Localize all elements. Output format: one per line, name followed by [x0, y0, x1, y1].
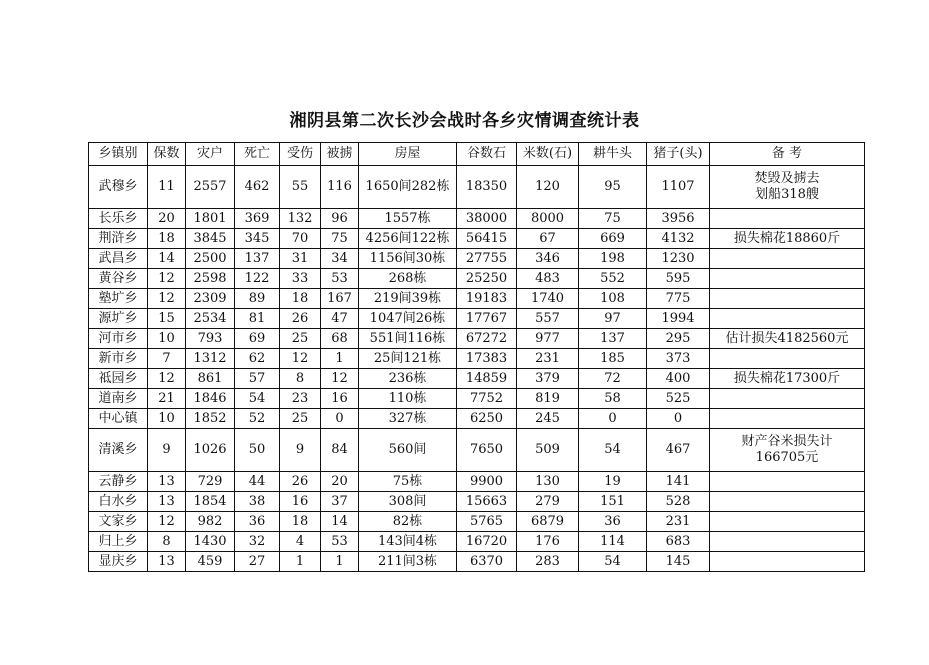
cell-rice: 176 [517, 532, 579, 552]
cell-rice: 8000 [517, 209, 579, 229]
cell-town: 云静乡 [89, 472, 148, 492]
cell-houses: 1557栋 [359, 209, 457, 229]
header-bao: 保数 [148, 143, 186, 166]
cell-cattle: 198 [579, 249, 647, 269]
cell-captured: 20 [321, 472, 359, 492]
cell-town: 显庆乡 [89, 552, 148, 572]
remarks-line-2: 划船318艘 [755, 187, 819, 202]
cell-cattle: 97 [579, 309, 647, 329]
cell-households: 2500 [186, 249, 235, 269]
cell-cattle: 36 [579, 512, 647, 532]
cell-houses: 1650间282栋 [359, 166, 457, 209]
cell-captured: 68 [321, 329, 359, 349]
cell-pigs: 3956 [647, 209, 710, 229]
cell-grain: 25250 [457, 269, 517, 289]
cell-captured: 96 [321, 209, 359, 229]
cell-injured: 70 [280, 229, 321, 249]
table-row [89, 269, 865, 289]
cell-pigs: 295 [647, 329, 710, 349]
cell-rice: 245 [517, 409, 579, 429]
cell-houses: 75栋 [359, 472, 457, 492]
cell-injured: 9 [280, 429, 321, 472]
cell-injured: 26 [280, 472, 321, 492]
cell-town: 河市乡 [89, 329, 148, 349]
cell-houses: 219间39栋 [359, 289, 457, 309]
table-row [89, 429, 865, 472]
cell-rice: 557 [517, 309, 579, 329]
cell-injured: 18 [280, 289, 321, 309]
cell-pigs: 141 [647, 472, 710, 492]
cell-pigs: 467 [647, 429, 710, 472]
table-row [89, 369, 865, 389]
cell-captured: 12 [321, 369, 359, 389]
cell-captured: 1 [321, 349, 359, 369]
cell-rice: 977 [517, 329, 579, 349]
cell-remarks [710, 532, 865, 552]
cell-town: 新市乡 [89, 349, 148, 369]
cell-town: 源圹乡 [89, 309, 148, 329]
cell-captured: 16 [321, 389, 359, 409]
cell-grain: 67272 [457, 329, 517, 349]
cell-injured: 23 [280, 389, 321, 409]
cell-rice: 1740 [517, 289, 579, 309]
cell-injured: 25 [280, 409, 321, 429]
cell-remarks: 损失棉花18860斤 [710, 229, 865, 249]
cell-captured: 47 [321, 309, 359, 329]
cell-households: 2557 [186, 166, 235, 209]
cell-bao: 10 [148, 409, 186, 429]
header-remarks: 备 考 [710, 143, 865, 166]
cell-injured: 33 [280, 269, 321, 289]
cell-remarks [710, 249, 865, 269]
cell-pigs: 595 [647, 269, 710, 289]
cell-grain: 19183 [457, 289, 517, 309]
cell-rice: 819 [517, 389, 579, 409]
cell-dead: 50 [235, 429, 280, 472]
cell-houses: 1047间26栋 [359, 309, 457, 329]
cell-remarks [710, 209, 865, 229]
cell-dead: 44 [235, 472, 280, 492]
cell-dead: 122 [235, 269, 280, 289]
cell-households: 1846 [186, 389, 235, 409]
cell-injured: 4 [280, 532, 321, 552]
table-row [89, 289, 865, 309]
cell-remarks [710, 166, 865, 209]
remarks-line-1: 焚毁及掳去 [754, 171, 820, 187]
cell-cattle: 669 [579, 229, 647, 249]
cell-cattle: 58 [579, 389, 647, 409]
cell-households: 2598 [186, 269, 235, 289]
cell-bao: 7 [148, 349, 186, 369]
table-row [89, 389, 865, 409]
cell-grain: 14859 [457, 369, 517, 389]
cell-town: 归上乡 [89, 532, 148, 552]
cell-captured: 0 [321, 409, 359, 429]
cell-captured: 1 [321, 552, 359, 572]
cell-houses: 236栋 [359, 369, 457, 389]
cell-grain: 7752 [457, 389, 517, 409]
cell-captured: 84 [321, 429, 359, 472]
cell-injured: 26 [280, 309, 321, 329]
cell-bao: 14 [148, 249, 186, 269]
cell-captured: 37 [321, 492, 359, 512]
cell-households: 1854 [186, 492, 235, 512]
cell-captured: 75 [321, 229, 359, 249]
table-row [89, 512, 865, 532]
cell-households: 729 [186, 472, 235, 492]
table-row [89, 249, 865, 269]
cell-cattle: 0 [579, 409, 647, 429]
cell-town: 中心镇 [89, 409, 148, 429]
header-cattle: 耕牛头 [579, 143, 647, 166]
cell-dead: 52 [235, 409, 280, 429]
cell-remarks [710, 349, 865, 369]
cell-houses: 4256间122栋 [359, 229, 457, 249]
cell-rice: 283 [517, 552, 579, 572]
cell-town: 荆浒乡 [89, 229, 148, 249]
cell-houses: 25间121栋 [359, 349, 457, 369]
cell-cattle: 108 [579, 289, 647, 309]
cell-town: 塾圹乡 [89, 289, 148, 309]
cell-grain: 18350 [457, 166, 517, 209]
cell-pigs: 400 [647, 369, 710, 389]
cell-houses: 308间 [359, 492, 457, 512]
cell-grain: 6370 [457, 552, 517, 572]
cell-grain: 38000 [457, 209, 517, 229]
cell-bao: 12 [148, 289, 186, 309]
cell-grain: 5765 [457, 512, 517, 532]
cell-injured: 12 [280, 349, 321, 369]
cell-town: 武昌乡 [89, 249, 148, 269]
table-row [89, 309, 865, 329]
cell-bao: 15 [148, 309, 186, 329]
cell-dead: 57 [235, 369, 280, 389]
cell-grain: 7650 [457, 429, 517, 472]
cell-households: 1026 [186, 429, 235, 472]
cell-houses: 143间4栋 [359, 532, 457, 552]
cell-injured: 8 [280, 369, 321, 389]
cell-captured: 34 [321, 249, 359, 269]
cell-cattle: 151 [579, 492, 647, 512]
cell-pigs: 1994 [647, 309, 710, 329]
cell-grain: 9900 [457, 472, 517, 492]
cell-pigs: 775 [647, 289, 710, 309]
cell-pigs: 683 [647, 532, 710, 552]
cell-grain: 16720 [457, 532, 517, 552]
cell-cattle: 185 [579, 349, 647, 369]
cell-pigs: 528 [647, 492, 710, 512]
header-houses: 房屋 [359, 143, 457, 166]
cell-cattle: 95 [579, 166, 647, 209]
cell-bao: 8 [148, 532, 186, 552]
cell-remarks [710, 472, 865, 492]
table-row [89, 409, 865, 429]
cell-grain: 17767 [457, 309, 517, 329]
cell-rice: 279 [517, 492, 579, 512]
cell-grain: 17383 [457, 349, 517, 369]
table-row [89, 229, 865, 249]
cell-rice: 231 [517, 349, 579, 369]
cell-cattle: 19 [579, 472, 647, 492]
cell-injured: 25 [280, 329, 321, 349]
cell-cattle: 552 [579, 269, 647, 289]
cell-rice: 67 [517, 229, 579, 249]
cell-houses: 1156间30栋 [359, 249, 457, 269]
cell-dead: 69 [235, 329, 280, 349]
cell-injured: 132 [280, 209, 321, 229]
cell-town: 清溪乡 [89, 429, 148, 472]
cell-dead: 54 [235, 389, 280, 409]
cell-town: 文家乡 [89, 512, 148, 532]
cell-cattle: 137 [579, 329, 647, 349]
cell-captured: 14 [321, 512, 359, 532]
cell-houses: 560间 [359, 429, 457, 472]
cell-bao: 21 [148, 389, 186, 409]
cell-houses: 327栋 [359, 409, 457, 429]
cell-remarks [710, 512, 865, 532]
cell-houses: 268栋 [359, 269, 457, 289]
cell-dead: 345 [235, 229, 280, 249]
cell-households: 982 [186, 512, 235, 532]
cell-households: 459 [186, 552, 235, 572]
cell-pigs: 0 [647, 409, 710, 429]
cell-rice: 379 [517, 369, 579, 389]
cell-rice: 509 [517, 429, 579, 472]
header-pigs: 猪子(头) [647, 143, 710, 166]
cell-grain: 15663 [457, 492, 517, 512]
cell-dead: 36 [235, 512, 280, 532]
cell-dead: 137 [235, 249, 280, 269]
cell-captured: 53 [321, 532, 359, 552]
cell-households: 1801 [186, 209, 235, 229]
cell-houses: 110栋 [359, 389, 457, 409]
cell-households: 793 [186, 329, 235, 349]
cell-pigs: 231 [647, 512, 710, 532]
cell-cattle: 72 [579, 369, 647, 389]
cell-dead: 369 [235, 209, 280, 229]
cell-injured: 16 [280, 492, 321, 512]
disaster-statistics-table [88, 142, 865, 572]
cell-town: 黄谷乡 [89, 269, 148, 289]
cell-dead: 81 [235, 309, 280, 329]
cell-bao: 12 [148, 269, 186, 289]
cell-town: 道南乡 [89, 389, 148, 409]
table-row [89, 349, 865, 369]
remarks-line-1: 财产谷米损失计 [741, 434, 833, 450]
header-town: 乡镇别 [89, 143, 148, 166]
cell-remarks [710, 552, 865, 572]
cell-bao: 9 [148, 429, 186, 472]
cell-remarks: 损失棉花17300斤 [710, 369, 865, 389]
cell-remarks [710, 429, 865, 472]
cell-houses: 551间116栋 [359, 329, 457, 349]
table-row [89, 329, 865, 349]
cell-grain: 56415 [457, 229, 517, 249]
cell-cattle: 54 [579, 429, 647, 472]
cell-dead: 89 [235, 289, 280, 309]
cell-dead: 62 [235, 349, 280, 369]
cell-captured: 53 [321, 269, 359, 289]
cell-injured: 1 [280, 552, 321, 572]
cell-injured: 55 [280, 166, 321, 209]
cell-cattle: 75 [579, 209, 647, 229]
cell-rice: 346 [517, 249, 579, 269]
cell-bao: 13 [148, 552, 186, 572]
cell-injured: 18 [280, 512, 321, 532]
cell-rice: 120 [517, 166, 579, 209]
cell-remarks [710, 409, 865, 429]
cell-rice: 483 [517, 269, 579, 289]
cell-cattle: 54 [579, 552, 647, 572]
cell-households: 861 [186, 369, 235, 389]
cell-rice: 6879 [517, 512, 579, 532]
header-grain: 谷数石 [457, 143, 517, 166]
cell-cattle: 114 [579, 532, 647, 552]
cell-pigs: 1230 [647, 249, 710, 269]
cell-dead: 462 [235, 166, 280, 209]
cell-remarks: 估计损失4182560元 [710, 329, 865, 349]
header-injured: 受伤 [280, 143, 321, 166]
table-body [89, 166, 865, 572]
cell-town: 长乐乡 [89, 209, 148, 229]
cell-bao: 10 [148, 329, 186, 349]
table-row [89, 472, 865, 492]
cell-grain: 6250 [457, 409, 517, 429]
cell-bao: 13 [148, 492, 186, 512]
cell-town: 祗园乡 [89, 369, 148, 389]
cell-captured: 116 [321, 166, 359, 209]
table-row [89, 209, 865, 229]
cell-dead: 27 [235, 552, 280, 572]
cell-households: 2534 [186, 309, 235, 329]
table-row [89, 492, 865, 512]
cell-remarks [710, 309, 865, 329]
document-title: 湘阴县第二次长沙会战时各乡灾情调查统计表 [289, 111, 640, 131]
cell-injured: 31 [280, 249, 321, 269]
cell-houses: 211间3栋 [359, 552, 457, 572]
cell-remarks [710, 269, 865, 289]
cell-grain: 27755 [457, 249, 517, 269]
cell-bao: 20 [148, 209, 186, 229]
cell-bao: 18 [148, 229, 186, 249]
table-row [89, 552, 865, 572]
cell-remarks [710, 389, 865, 409]
table-row [89, 532, 865, 552]
cell-remarks [710, 492, 865, 512]
cell-pigs: 525 [647, 389, 710, 409]
cell-bao: 12 [148, 369, 186, 389]
cell-pigs: 1107 [647, 166, 710, 209]
table-row [89, 166, 865, 209]
cell-rice: 130 [517, 472, 579, 492]
header-dead: 死亡 [235, 143, 280, 166]
table-header-row [89, 143, 865, 166]
cell-dead: 38 [235, 492, 280, 512]
remarks-line-2: 166705元 [755, 450, 819, 465]
cell-households: 3845 [186, 229, 235, 249]
cell-households: 2309 [186, 289, 235, 309]
header-captured: 被掳 [321, 143, 359, 166]
header-rice: 米数(石) [517, 143, 579, 166]
cell-dead: 32 [235, 532, 280, 552]
header-households: 灾户 [186, 143, 235, 166]
cell-town: 武穆乡 [89, 166, 148, 209]
cell-households: 1312 [186, 349, 235, 369]
cell-captured: 167 [321, 289, 359, 309]
cell-remarks [710, 289, 865, 309]
cell-pigs: 145 [647, 552, 710, 572]
cell-households: 1852 [186, 409, 235, 429]
cell-town: 白水乡 [89, 492, 148, 512]
cell-bao: 13 [148, 472, 186, 492]
cell-pigs: 373 [647, 349, 710, 369]
cell-pigs: 4132 [647, 229, 710, 249]
cell-households: 1430 [186, 532, 235, 552]
cell-bao: 12 [148, 512, 186, 532]
cell-bao: 11 [148, 166, 186, 209]
cell-houses: 82栋 [359, 512, 457, 532]
